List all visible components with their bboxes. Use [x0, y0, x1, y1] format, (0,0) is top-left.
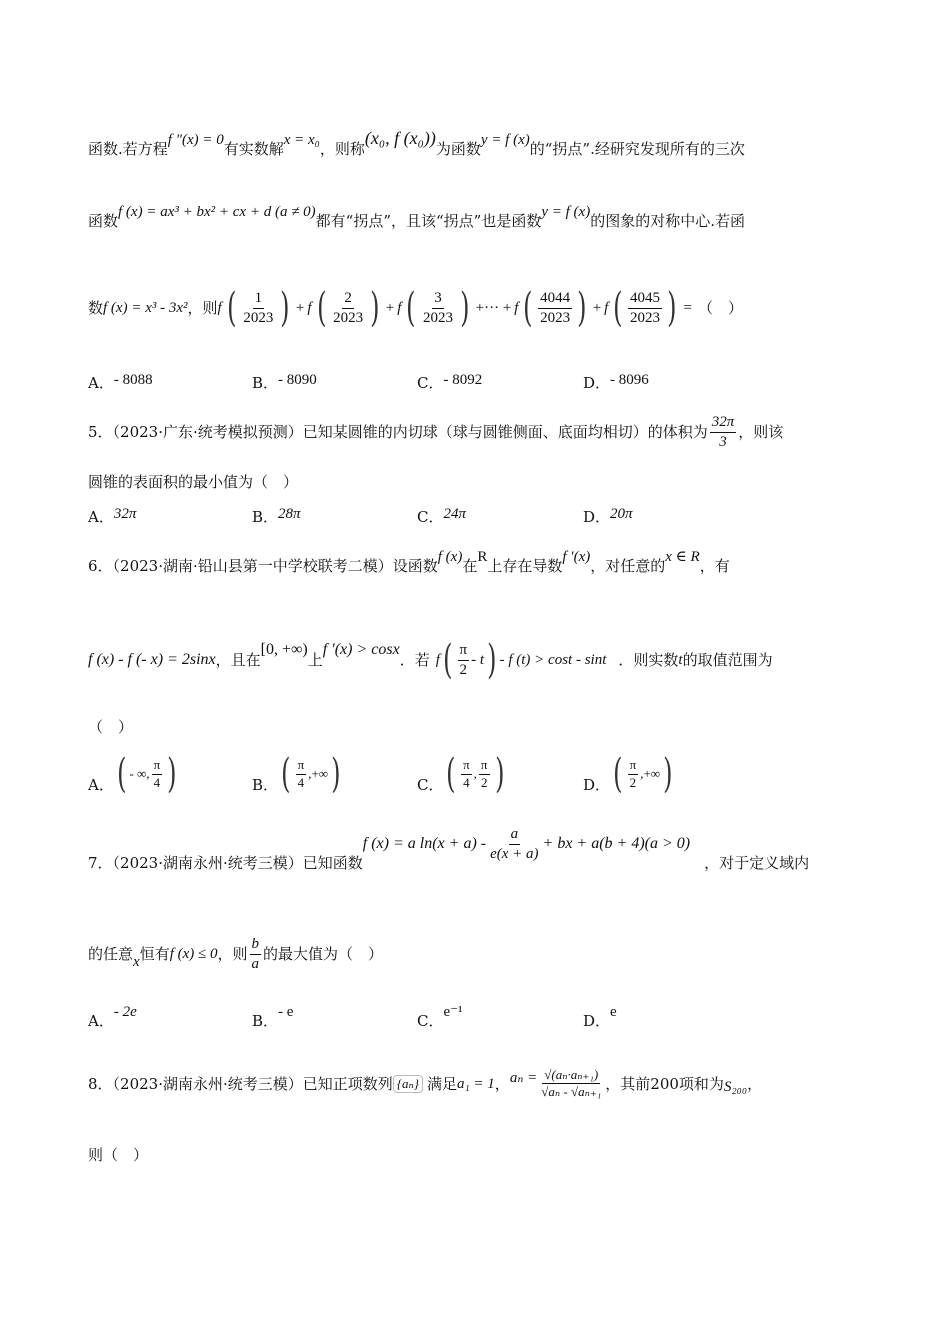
- right-paren: ): [460, 285, 470, 331]
- function-f: f: [397, 300, 402, 316]
- sum-term-fraction: [628, 290, 662, 326]
- denominator: 2: [459, 661, 468, 678]
- q6-option-c[interactable]: [417, 751, 507, 797]
- q7-function: [363, 826, 690, 862]
- math: f ′(x) > cosx: [322, 641, 400, 659]
- option-label: A．: [88, 776, 114, 794]
- text: 有实数解: [223, 140, 284, 158]
- q8-fraction: [539, 1068, 603, 1100]
- q6-option-d[interactable]: [583, 751, 676, 797]
- option-value: - 8092: [443, 372, 483, 388]
- q6-option-b[interactable]: [252, 751, 344, 797]
- option-value: - e: [278, 1004, 294, 1020]
- math: - t: [471, 652, 484, 668]
- numerator: b: [250, 936, 262, 955]
- denominator: 4: [153, 774, 161, 790]
- q7-fraction: [488, 826, 540, 862]
- text: ．若: [399, 651, 430, 669]
- text: 的取值范围为: [682, 651, 773, 669]
- option-value: e: [610, 1004, 617, 1020]
- math: S₂₀₀: [723, 1078, 748, 1095]
- left-paren: (: [523, 285, 533, 331]
- q4-line-3: [88, 285, 744, 331]
- math: + bx + a(b + 4)(a > 0): [542, 835, 691, 853]
- volume-fraction: [710, 414, 737, 450]
- text: ，则该: [738, 423, 784, 441]
- numerator: 4045: [628, 290, 662, 309]
- denominator: 2023: [333, 309, 364, 326]
- equals: =: [683, 300, 693, 316]
- text: 数: [88, 299, 104, 317]
- right-paren: ): [577, 285, 587, 331]
- numerator: π: [628, 758, 639, 774]
- text: 函数.若方程: [88, 140, 168, 158]
- right-paren: ): [663, 751, 673, 797]
- math: y = f (x): [541, 204, 591, 220]
- q4-option-a[interactable]: [88, 374, 153, 393]
- question-text: 6．（2023·湖南·铅山县第一中学校联考二模）设函数: [88, 557, 438, 575]
- denominator: 3: [719, 433, 727, 450]
- text: ，其前200项和为: [605, 1074, 724, 1093]
- numerator: 1: [253, 290, 265, 309]
- right-paren: ): [667, 285, 677, 331]
- math: f (x) - f (- x) = 2sinx: [88, 651, 216, 669]
- text: 都有“拐点”，且该“拐点”也是函数: [315, 212, 542, 230]
- numerator: π: [458, 642, 470, 661]
- denominator: a: [251, 955, 260, 972]
- left-paren: (: [443, 637, 453, 683]
- function-f: f: [514, 300, 519, 316]
- left-paren: (: [316, 285, 327, 331]
- denominator: 2: [480, 774, 488, 790]
- text: 函数: [88, 212, 119, 230]
- math: y = f (x): [480, 132, 530, 148]
- text: ．则实数: [618, 651, 679, 669]
- right-paren: ): [331, 751, 341, 797]
- question-text: 7．（2023·湖南永州·统考三模）已知函数: [88, 854, 363, 872]
- sequence: {aₙ}: [393, 1075, 423, 1093]
- denominator: √aₙ - √aₙ₊₁: [541, 1084, 602, 1100]
- q7-option-a[interactable]: [88, 1004, 137, 1031]
- function-f: f: [307, 300, 312, 316]
- text: ，则称: [319, 140, 365, 158]
- option-value: - 2e: [113, 1004, 137, 1020]
- text: 的最大值为（ ）: [263, 945, 384, 963]
- option-fraction: [628, 758, 639, 790]
- math: x: [133, 954, 140, 970]
- option-value: e⁻¹: [443, 1004, 463, 1020]
- separator: ,: [473, 766, 477, 782]
- denominator: 2023: [243, 309, 274, 326]
- option-value: ,+∞: [308, 766, 329, 782]
- q6-option-a[interactable]: [88, 751, 180, 797]
- option-fraction: [461, 758, 472, 790]
- sum-term-fraction: [538, 290, 572, 326]
- math: f ″(x) = 0: [167, 132, 224, 148]
- option-label: A．: [88, 508, 114, 526]
- math: f: [435, 652, 440, 668]
- q7-option-b[interactable]: [252, 1004, 294, 1031]
- math: f (x) ≤ 0: [169, 946, 218, 962]
- denominator: 2023: [629, 309, 660, 326]
- plus-sign: +: [385, 300, 395, 316]
- text: 的“拐点”.经研究发现所有的三次: [529, 140, 745, 158]
- math: aₙ =: [509, 1069, 538, 1086]
- option-value: 32π: [113, 506, 137, 522]
- text: 满足: [426, 1074, 457, 1093]
- right-paren: ): [167, 751, 177, 797]
- sum-expression: [217, 285, 680, 331]
- text: ，对于定义域内: [704, 854, 810, 872]
- q5-line-2: 圆锥的表面积的最小值为（ ）: [88, 473, 299, 491]
- numerator: π: [296, 758, 307, 774]
- option-label: C．: [417, 374, 444, 392]
- math: (x₀, f (x₀)): [364, 128, 436, 148]
- denominator: e(x + a): [490, 845, 539, 862]
- text: ，则: [187, 299, 218, 317]
- right-paren: ): [487, 637, 497, 683]
- q8-line-1: [88, 1068, 762, 1100]
- q5-option-b[interactable]: [252, 508, 301, 527]
- option-fraction: [296, 758, 307, 790]
- text: 上存在导数: [487, 557, 563, 575]
- option-label: B．: [252, 776, 279, 794]
- option-label: B．: [252, 374, 279, 392]
- numerator: 32π: [710, 414, 737, 433]
- q4-option-b[interactable]: [252, 374, 317, 393]
- text: 的任意: [88, 945, 134, 963]
- option-value: 28π: [278, 506, 301, 522]
- option-value: ,+∞: [640, 766, 661, 782]
- q4-line-1: [88, 128, 745, 160]
- text: 在: [462, 557, 478, 575]
- text: ，: [494, 1074, 510, 1093]
- option-label: B．: [252, 508, 279, 526]
- numerator: 2: [342, 290, 354, 309]
- ellipsis-plus: +··· +: [475, 300, 512, 316]
- text: 的图象的对称中心.若函: [590, 212, 745, 230]
- q5-line-1: [88, 414, 783, 450]
- text: ，且在: [215, 651, 261, 669]
- q6-line-3: （ ）: [88, 718, 134, 736]
- denominator: 4: [297, 774, 305, 790]
- answer-blank: （ ）: [698, 299, 744, 317]
- text: ，对任意的: [590, 557, 666, 575]
- text: 上: [307, 651, 323, 669]
- math: t: [678, 652, 683, 668]
- q6-line-1: [88, 549, 730, 576]
- q7-option-d[interactable]: [583, 1004, 617, 1031]
- b-over-a: [250, 936, 262, 972]
- left-paren: (: [446, 751, 456, 797]
- sum-term-fraction: [331, 290, 365, 326]
- option-fraction: [152, 758, 163, 790]
- q8-line-2: 则（ ）: [88, 1146, 149, 1164]
- text: ，则: [217, 945, 248, 963]
- denominator: 4: [463, 774, 470, 790]
- math: x = x₀: [283, 132, 320, 148]
- text: 为函数: [435, 140, 481, 158]
- sum-term-fraction: [421, 290, 455, 326]
- option-label: A．: [88, 374, 114, 392]
- plus-sign: +: [592, 300, 602, 316]
- question-text: 8．（2023·湖南永州·统考三模）已知正项数列: [88, 1074, 393, 1093]
- sum-term-fraction: [241, 290, 275, 326]
- denominator: 2: [629, 774, 637, 790]
- q4-line-2: [88, 204, 745, 231]
- math: f ′(x): [562, 549, 591, 565]
- q7-line-2: [88, 936, 383, 972]
- option-label: D．: [583, 508, 611, 526]
- left-paren: (: [613, 285, 623, 331]
- math: - f (t) > cost - sint: [499, 652, 607, 668]
- function-f: f: [604, 300, 609, 316]
- math: f (x) = x³ - 3x²: [103, 300, 188, 316]
- function-f: f: [217, 300, 222, 316]
- math: f (x) = a ln(x + a) -: [362, 835, 487, 853]
- left-paren: (: [406, 285, 416, 331]
- right-paren: ): [370, 285, 380, 331]
- left-paren: (: [116, 751, 127, 797]
- option-value: - 8088: [113, 372, 153, 388]
- text: ，有: [699, 557, 730, 575]
- math: f (x): [437, 549, 463, 565]
- denominator: 2023: [423, 309, 454, 326]
- q5-option-a[interactable]: [88, 508, 136, 527]
- option-value: - 8096: [610, 372, 649, 388]
- plus-sign: +: [295, 300, 305, 316]
- math: [0, +∞): [260, 641, 308, 659]
- denominator: 2023: [540, 309, 571, 326]
- q7-line-1: [88, 826, 810, 874]
- q5-option-d[interactable]: [583, 508, 633, 527]
- option-label: B．: [252, 1012, 279, 1030]
- option-label: D．: [583, 1012, 611, 1030]
- question-text: 5．（2023·广东·统考模拟预测）已知某圆锥的内切球（球与圆锥侧面、底面均相切）的体积为: [88, 423, 708, 441]
- q5-option-c[interactable]: [417, 508, 466, 527]
- numerator: 4044: [538, 290, 572, 309]
- left-paren: (: [226, 285, 237, 331]
- numerator: π: [152, 758, 163, 774]
- text: ，: [747, 1074, 763, 1093]
- q4-option-c[interactable]: [417, 374, 482, 393]
- q6-line-2: [88, 637, 773, 683]
- option-label: C．: [417, 508, 444, 526]
- q7-option-c[interactable]: [417, 1004, 463, 1031]
- option-value: - 8090: [278, 372, 317, 388]
- q4-option-d[interactable]: [583, 374, 649, 393]
- option-label: C．: [417, 1012, 444, 1030]
- option-label: D．: [583, 374, 611, 392]
- option-value: 24π: [443, 506, 466, 522]
- numerator: 3: [432, 290, 444, 309]
- right-paren: ): [494, 751, 504, 797]
- right-paren: ): [280, 285, 290, 331]
- option-fraction-2: [479, 758, 490, 790]
- option-label: D．: [583, 776, 611, 794]
- math: R: [477, 549, 488, 565]
- math: x ∈ R: [665, 549, 700, 565]
- math: f (x) = ax³ + bx² + cx + d (a ≠ 0): [118, 204, 316, 220]
- option-label: C．: [417, 776, 444, 794]
- numerator: π: [479, 758, 490, 774]
- text: 恒有: [139, 945, 170, 963]
- numerator: π: [461, 758, 472, 774]
- option-label: A．: [88, 1012, 114, 1030]
- option-value: 20π: [610, 506, 633, 522]
- left-paren: (: [613, 751, 623, 797]
- numerator: √(aₙ·aₙ₊₁): [542, 1068, 600, 1084]
- pi-over-2: [458, 642, 470, 678]
- numerator: a: [509, 826, 521, 845]
- option-value: - ∞,: [129, 766, 150, 782]
- left-paren: (: [281, 751, 291, 797]
- math: a₁ = 1: [456, 1075, 495, 1092]
